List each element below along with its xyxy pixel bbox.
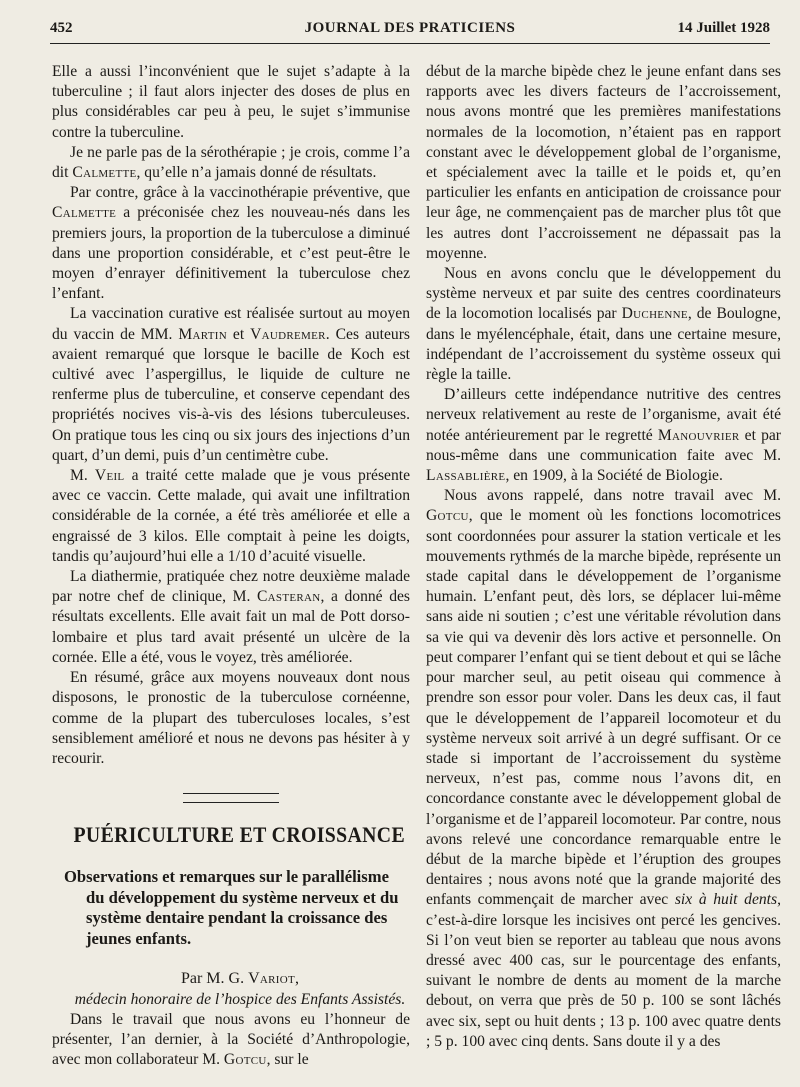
- paragraph: D’ailleurs cette indépendance nutritive des centres nerveux relativement au reste de l’organisme, avait été notée antérieurement par le regretté Manouvrier et par nous-même dans une communication faite avec M. Lassablière, en 1909, à la Société de Biologie.: [426, 386, 782, 485]
- paragraph: Dans le travail que nous avons eu l’honneur de présenter, l’an dernier, à la Société d’Anthropologie, avec mon collaborateur M. Gotcu, sur le: [52, 1010, 410, 1069]
- author-name: Variot: [248, 970, 296, 988]
- author-name: Gotcu: [223, 1051, 267, 1069]
- paragraph: Nous en avons conclu que le développement du système nerveux et par suite des centres coordinateurs de la locomotion localisés par Duchenne, de Boulogne, dans le myélencéphale, était, dans une certaine mesure, indépendant de l’accroissement du système osseux qui règle la taille.: [426, 265, 781, 384]
- paragraph: début de la marche bipède chez le jeune enfant dans ses rapports avec les divers facteurs de l’accroissement, nous avons montré que les premières manifestations normales de la locomotion, n’étaient pas en rapport constant avec le développement global de l’organisme, et spécialement avec la taille et le poids et, qu’en particulier les enfants en anticipation de croissance pour leur âge, ne commençaient pas de marcher plus tôt que les autres dont l’accroissement ne dépassait pas la moyenne.: [426, 63, 781, 262]
- article-title: Observations et remarques sur le parallélisme du développement du système nerveux et du système dentaire pendant la croissance des jeunes enfants.: [64, 867, 399, 948]
- author-name: Vaudremer: [250, 325, 326, 343]
- section-divider: [183, 793, 279, 803]
- paragraph: Je ne parle pas de la sérothérapie ; je crois, comme l’a dit Calmette, qu’elle n’a jamais donné de résultats.: [52, 143, 410, 182]
- author-name: Lassablière: [426, 467, 506, 485]
- section-title: PUÉRICULTURE ET CROISSANCE: [73, 822, 406, 848]
- paragraph: En résumé, grâce aux moyens nouveaux dont nous disposons, le pronostic de la tuberculose cornéenne, comme de la plupart des tuberculoses locales, s’est sensiblement amélioré et nous ne devons pas hésiter à y recourir.: [52, 669, 410, 767]
- right-column: [426, 62, 781, 1052]
- author-name: Veil: [94, 467, 125, 485]
- author-name: Martin: [178, 325, 227, 343]
- author-name: Calmette: [72, 164, 137, 182]
- header-rule: [50, 43, 770, 44]
- paragraph: Nous avons rappelé, dans notre travail avec M. Gotcu, que le moment où les fonctions locomotrices sont coordonnées pour assurer la station verticale et les mouvements rythmés de la marche bipède, représente un stade capital dans le développement de l’organisme humain. L’enfant peut, dès lors, se déplacer lui-même sans aide ni soutien ; c’est une véritable révolution dans sa vie qui va devenir dès lors active et personnelle. On peut comparer l’enfant qui se tient debout et qui se lâche pour marcher seul, au petit oiseau qui commence à prendre son essor pour voler. Dans les deux cas, il faut que le développement de l’appareil locomoteur et du système nerveux soit arrivé à un degré suffisant. Or ce stade si important de l’accroissement du système nerveux, n’est pas, comme nous l’avons dit, en concordance constante avec le développement global de l’organisme et de l’appareil locomoteur. Par contre, nous avons relevé une concordance remarquable entre le début de la marche bipède et l’éruption des groupes dentaires ; nous avons noté que la grande majorité des enfants commençait de marcher avec six à huit dents, c’est-à-dire lorsque les incisives ont percé les gencives. Si l’on veut bien se reporter au tableau que nous avons dressé avec 400 cas, sur le pourcentage des enfants, suivant le nombre de dents au moment de la marche debout, on verra que près de 50 p. 100 se sont lâchés avec six, sept ou huit dents ; 13 p. 100 avec quatre dents ; 5 p. 100 avec cinq dents. Sans doute il y a des: [426, 487, 781, 1050]
- paragraph: Elle a aussi l’inconvénient que le sujet s’adapte à la tuberculine ; il faut alors injecter des doses de plus en plus considérables car peu à peu, le sujet s’immunise contre la tuberculine.: [52, 63, 410, 141]
- issue-date: 14 Juillet 1928: [677, 20, 770, 36]
- paragraph: La vaccination curative est réalisée surtout au moyen du vaccin de MM. Martin et Vaudremer. Ces auteurs avaient remarqué que lorsque le bacille de Koch est cultivé avec l’aspergillus, le liquide de culture ne renferme plus de tuberculine, et conserve cependant des propriétés nocives vis-à-vis des lésions tuberculeuses. On pratique tous les cinq ou six jours des injections d’un quart, d’un demi, puis d’un centimètre cube.: [52, 305, 410, 464]
- paragraph: Par contre, grâce à la vaccinothérapie préventive, que Calmette a préconisée chez les nouveau-nés dans les premiers jours, la proportion de la tuberculose a diminué dans une proportion considérable, et c’est peut-être le moyen d’enrayer définitivement la tuberculose chez l’enfant.: [52, 184, 410, 303]
- author-name: Duchenne: [621, 305, 688, 323]
- paragraph: M. Veil a traité cette malade que je vous présente avec ce vaccin. Cette malade, qui avait une infiltration considérable de la cornée, a été très améliorée et elle a engraissé de 3 kilos. Elle comptait à peine les doigts, tandis qu’aujourd’hui elle a 1/10 d’acuité visuelle.: [52, 467, 410, 565]
- journal-title: JOURNAL DES PRATICIENS: [304, 20, 516, 36]
- byline: Par M. G. Variot,: [180, 970, 300, 988]
- left-column: [52, 62, 410, 1070]
- author-name: Manouvrier: [657, 426, 740, 444]
- running-header: [50, 20, 770, 42]
- page-number: 452: [50, 20, 73, 36]
- author-name: Calmette: [52, 204, 117, 222]
- author-affiliation: médecin honoraire de l’hospice des Enfants Assistés.: [74, 990, 406, 1008]
- author-name: Gotcu: [426, 507, 469, 525]
- author-name: Casteran: [256, 588, 321, 606]
- paragraph: La diathermie, pratiquée chez notre deuxième malade par notre chef de clinique, M. Casteran, a donné des résultats excellents. Elle avait fait un mal de Pott dorso-lombaire et plus tard avait présenté un ulcère de la cornée. Elle a été, vous le voyez, très améliorée.: [52, 568, 410, 666]
- emphasis: six à huit dents: [674, 891, 778, 909]
